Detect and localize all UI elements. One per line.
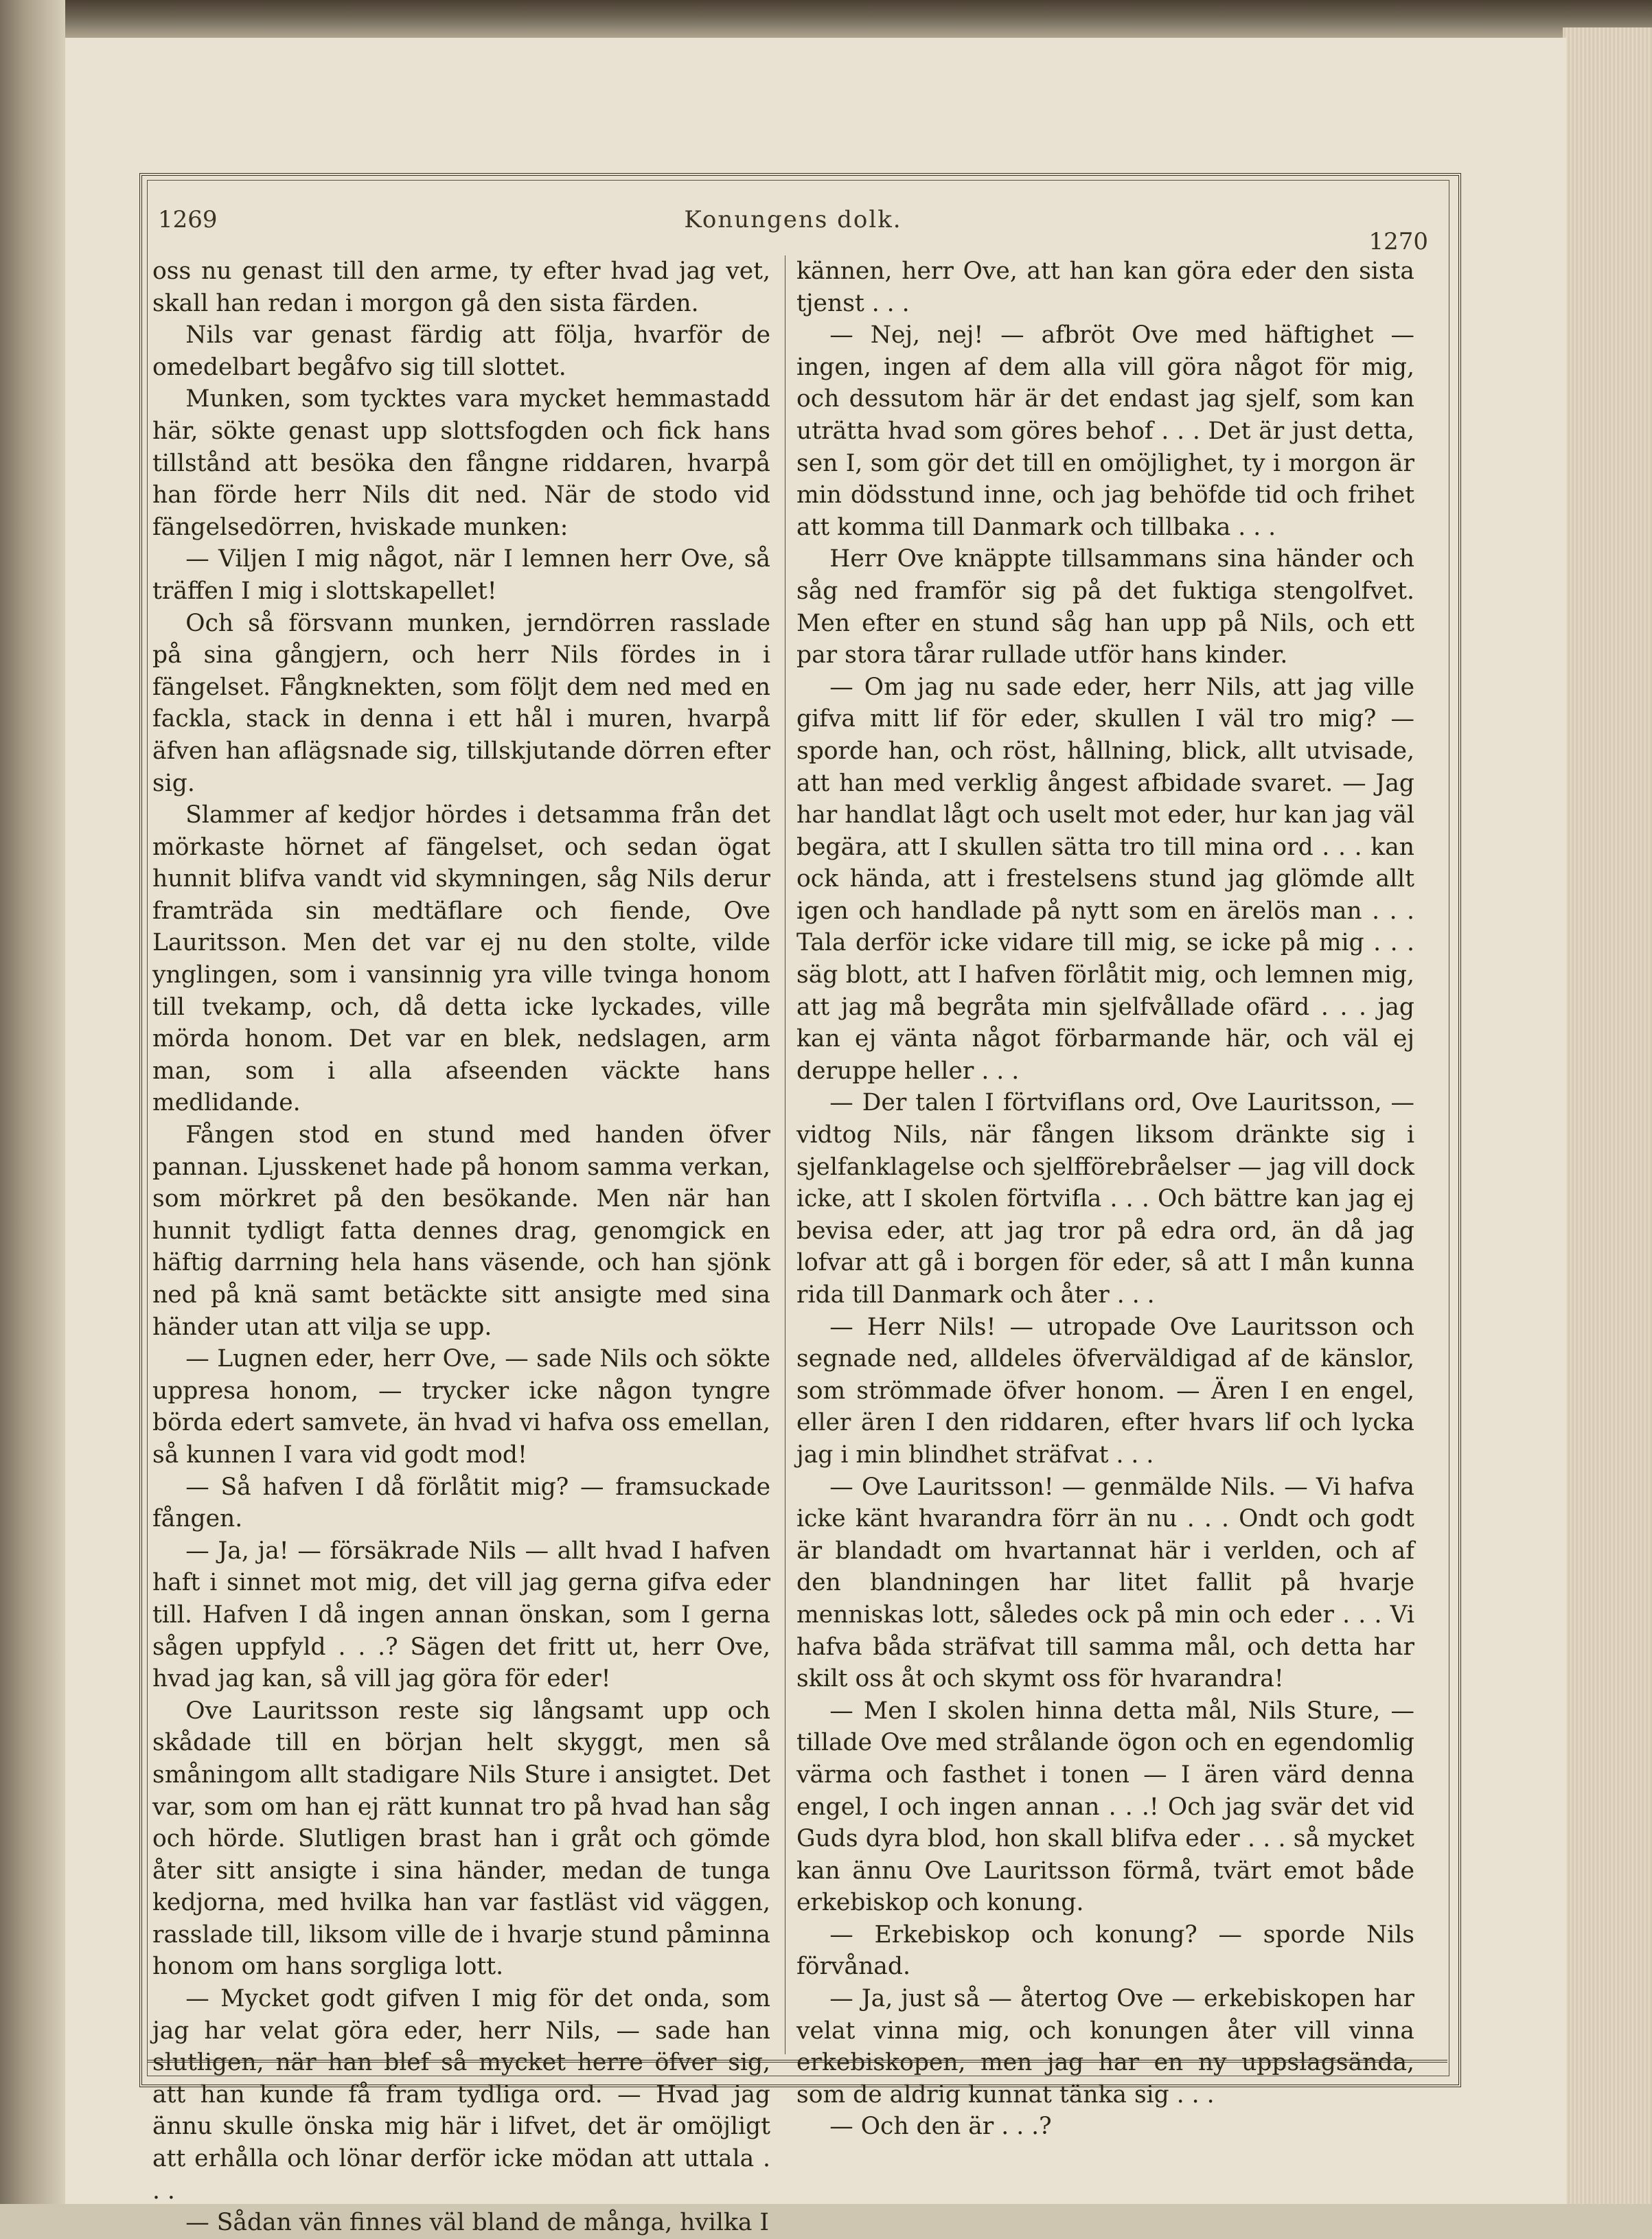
paragraph: — Der talen I förtviflans ord, Ove Lauritsson, — vidtog Nils, när fången liksom dränkte sig i sjelfanklagelse och sjelfförebråelser — jag vill dock icke, att I skolen förtvifla . . . Och bättre kan jag ej bevisa eder, att jag tror på edra ord, än då jag lofvar att gå i borgen för eder, så att I mån kunna rida till Danmark och åter . . . [796, 1089, 1414, 1309]
left-text-column [152, 255, 770, 2239]
right-text-column [796, 255, 1414, 2143]
left-page-number: 1269 [158, 206, 218, 233]
paragraph: kännen, herr Ove, att han kan göra eder den sista tjenst . . . [796, 257, 1414, 317]
book-gutter [0, 0, 65, 2204]
running-header [158, 206, 1428, 255]
book-top-edge [0, 0, 1652, 41]
paragraph: Slammer af kedjor hördes i detsamma från det mörkaste hörnet af fängelset, och sedan ögat hunnit blifva vandt vid skymningen, såg Nils derur framträda sin medtäflare och fiende, Ove Lauritsson. Men det var ej nu den stolte, vilde ynglingen, som i vansinnig yra ville tvinga honom till tvekamp, och, då detta icke lyckades, ville mörda honom. Det var en blek, nedslagen, arm man, som i alla afseenden väckte hans medlidande. [152, 801, 770, 1117]
paragraph: — Viljen I mig något, när I lemnen herr Ove, så träffen I mig i slottskapellet! [152, 545, 770, 605]
paragraph: — Herr Nils! — utropade Ove Lauritsson och segnade ned, alldeles öfverväldigad af de känslor, som strömmade öfver honom. — Ären I en engel, eller ären I den riddaren, efter hvars lif och lycka jag i min blindhet sträfvat . . . [796, 1313, 1414, 1469]
bottom-border-rule [148, 2060, 1447, 2063]
paragraph: oss nu genast till den arme, ty efter hvad jag vet, skall han redan i morgon gå den sista färden. [152, 257, 770, 317]
paragraph: — Sådan vän finnes väl bland de många, hvilka I [185, 2209, 770, 2237]
paragraph: — Erkebiskop och konung? — sporde Nils förvånad. [796, 1920, 1414, 1981]
paragraph: — Och den är . . .? [829, 2113, 1052, 2141]
paragraph: Och så försvann munken, jerndörren rasslade på sina gångjern, och herr Nils fördes in i fängelset. Fångknekten, som följt dem ned med en fackla, stack in denna i ett hål i muren, hvarpå äfven han aflägsnade sig, tillskjutande dörren efter sig. [152, 609, 770, 797]
paragraph: — Men I skolen hinna detta mål, Nils Sture, — tillade Ove med strålande ögon och en egendomlig värma och fasthet i tonen — I ären värd denna engel, I och ingen annan . . .! Och jag svär det vid Guds dyra blod, hon skall blifva eder . . . så mycket kan ännu Ove Lauritsson förmå, tvärt emot både erkebiskop och konung. [796, 1697, 1414, 1917]
paragraph: Herr Ove knäppte tillsammans sina händer och såg ned framför sig på det fuktiga stengolfvet. Men efter en stund såg han upp på Nils, och ett par stora tårar rullade utför hans kinder. [796, 545, 1414, 669]
page-stack-edge [1563, 27, 1652, 2204]
right-page-number: 1270 [1368, 228, 1428, 255]
paragraph: — Ja, just så — återtog Ove — erkebiskopen har velat vinna mig, och konungen åter vill vinna erkebiskopen, men jag har en ny uppslagsända, som de aldrig kunnat tänka sig . . . [796, 1985, 1414, 2109]
paragraph: — Lugnen eder, herr Ove, — sade Nils och sökte uppresa honom, — trycker icke någon tyngre börda edert samvete, än hvad vi hafva oss emellan, så kunnen I vara vid godt mod! [152, 1345, 770, 1469]
paragraph: — Nej, nej! — afbröt Ove med häftighet — ingen, ingen af dem alla vill göra något för mig, och dessutom här är det endast jag sjelf, som kan uträtta hvad som göres behof . . . Det är just detta, sen I, som gör det till en omöjlighet, ty i morgon är min dödsstund inne, och jag behöfde tid och frihet att komma till Danmark och tillbaka . . . [796, 321, 1414, 541]
paragraph: — Ove Lauritsson! — genmälde Nils. — Vi hafva icke känt hvarandra förr än nu . . . Ondt och godt är blandadt om hvartannat här i verlden, och af den blandningen har litet fallit på hvarje menniskas lott, således ock på min och eder . . . Vi hafva båda sträfvat till samma mål, och detta har skilt oss åt och skymt oss för hvarandra! [796, 1473, 1414, 1693]
paragraph: Munken, som tycktes vara mycket hemmastadd här, sökte genast upp slottsfogden och fick hans tillstånd att besöka den fångne riddaren, hvarpå han förde herr Nils dit ned. När de stodo vid fängelsedörren, hviskade munken: [152, 385, 770, 541]
paragraph: — Om jag nu sade eder, herr Nils, att jag ville gifva mitt lif för eder, skullen I väl tro mig? — sporde han, och röst, hållning, blick, allt utvisade, att han med verklig ångest afbidade svaret. — Jag har handlat lågt och uselt mot eder, hur kan jag väl begära, att I skullen sätta tro till mina ord . . . kan ock hända, att i frestelsens stund jag glömde allt igen och handlade på nytt som en ärelös man . . . Tala derför icke vidare till mig, se icke på mig . . . säg blott, att I hafven förlåtit mig, och lemnen mig, att jag må begråta min sjelfvållade ofärd . . . jag kan ej vänta något förbarmande här, och väl ej deruppe heller . . . [796, 673, 1414, 1085]
paragraph: Fången stod en stund med handen öfver pannan. Ljusskenet hade på honom samma verkan, som mörkret på den besökande. Men när han hunnit tydligt fatta dennes drag, genomgick en häftig darrning hela hans väsende, och han sjönk ned på knä samt betäckte sitt ansigte med sina händer utan att vilja se upp. [152, 1121, 770, 1341]
paragraph: — Så hafven I då förlåtit mig? — framsuckade fången. [152, 1473, 770, 1533]
paragraph: Nils var genast färdig att följa, hvarför de omedelbart begåfvo sig till slottet. [152, 321, 770, 381]
paragraph: Ove Lauritsson reste sig långsamt upp och skådade till en början helt skyggt, men så småningom allt stadigare Nils Sture i ansigtet. Det var, som om han ej rätt kunnat tro på hvad han såg och hörde. Slutligen brast han i gråt och gömde åter sitt ansigte i sina händer, medan de tunga kedjorna, med hvilka han var fastläst vid väggen, rasslade till, liksom ville de i hvarje stund påminna honom om hans sorgliga lott. [152, 1697, 770, 1981]
paragraph: — Ja, ja! — försäkrade Nils — allt hvad I hafven haft i sinnet mot mig, det vill jag gerna gifva eder till. Hafven I då ingen annan önskan, som I gerna sågen uppfyld . . .? Sägen det fritt ut, herr Ove, hvad jag kan, så vill jag göra för eder! [152, 1537, 770, 1693]
running-title: Konungens dolk. [684, 206, 902, 233]
paragraph: — Mycket godt gifven I mig för det onda, som jag har velat göra eder, herr Nils, — sade han slutligen, när han blef så mycket herre öfver sig, att han kunde få fram tydliga ord. — Hvad jag ännu skulle önska mig här i lifvet, det är omöjligt att erhålla och lönar derför icke mödan att uttala . . . [152, 1985, 770, 2205]
